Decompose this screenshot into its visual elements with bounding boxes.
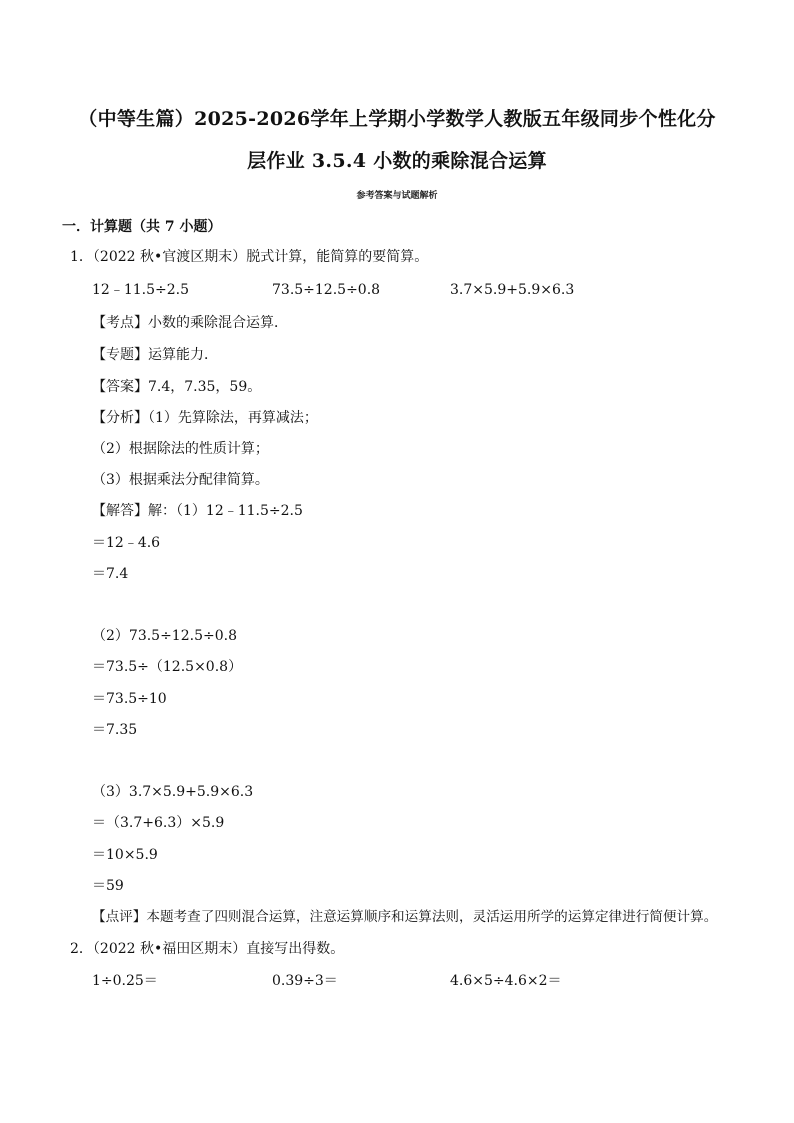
analysis-line-2: （2）根据除法的性质计算； (92, 441, 269, 457)
analysis-text: （1）先算除法，再算减法； (148, 410, 318, 426)
comment-text: 本题考查了四则混合运算，注意运算顺序和运算法则，灵活运用所学的运算定律进行简便计算。 (146, 909, 718, 925)
solution-step: ＝（3.7+6.3）×5.9 (92, 815, 225, 831)
q1-expression-3: 3.7×5.9+5.9×6.3 (450, 282, 575, 298)
analysis-line (92, 409, 318, 427)
document-title-line-1: （中等生篇）2025-2026学年上学期小学数学人教版五年级同步个性化分 (78, 108, 716, 130)
section-heading: 一．计算题（共 7 小题） (62, 219, 222, 235)
solution-line (92, 502, 303, 520)
solution-tag: 【解答】 (92, 503, 148, 519)
answer-tag: 【答案】 (92, 379, 148, 395)
solution-step: （2）73.5÷12.5÷0.8 (92, 628, 237, 644)
question-source: （2022 秋•官渡区期末） (92, 249, 247, 265)
answer-text: 7.4，7.35，59。 (148, 379, 262, 395)
solution-step: （3）3.7×5.9+5.9×6.3 (92, 784, 254, 800)
q2-expression-3: 4.6×5÷4.6×2＝ (450, 973, 562, 989)
solution-step: ＝59 (92, 878, 124, 894)
zhuanti-line (92, 346, 218, 364)
question-number: 2． (70, 941, 93, 957)
solution-step: ＝73.5÷10 (92, 691, 167, 707)
solution-step: ＝12﹣4.6 (92, 535, 161, 551)
q1-expression-1: 12﹣11.5÷2.5 (92, 282, 189, 298)
question-source: （2022 秋•福田区期末） (92, 941, 247, 957)
q1-expression-2: 73.5÷12.5÷0.8 (272, 282, 381, 298)
q2-expression-2: 0.39÷3＝ (272, 973, 338, 989)
q2-expression-1: 1÷0.25＝ (92, 973, 158, 989)
comment-tag: 【点评】 (92, 909, 147, 925)
zhuanti-text: 运算能力． (148, 347, 218, 363)
question-2 (70, 940, 344, 958)
question-text: 直接写出得数。 (246, 941, 345, 957)
analysis-line-3: （3）根据乘法分配律简算。 (92, 472, 269, 488)
question-1 (70, 248, 428, 266)
document-title-line-2: 层作业 3.5.4 小数的乘除混合运算 (247, 150, 547, 172)
kaodian-text: 小数的乘除混合运算． (148, 315, 288, 331)
solution-step: ＝7.35 (92, 722, 138, 738)
analysis-tag: 【分析】 (92, 410, 148, 426)
question-text: 脱式计算，能简算的要简算。 (246, 249, 429, 265)
answer-line (92, 378, 261, 396)
kaodian-tag: 【考点】 (92, 315, 148, 331)
question-number: 1． (70, 249, 93, 265)
solution-step: ＝7.4 (92, 566, 129, 582)
zhuanti-tag: 【专题】 (92, 347, 148, 363)
document-subtitle: 参考答案与试题解析 (356, 191, 438, 201)
solution-text: 解：（1）12﹣11.5÷2.5 (148, 503, 303, 519)
kaodian-line (92, 314, 288, 332)
solution-step: ＝73.5÷（12.5×0.8） (92, 659, 243, 675)
solution-step: ＝10×5.9 (92, 847, 158, 863)
comment-line (92, 908, 717, 926)
